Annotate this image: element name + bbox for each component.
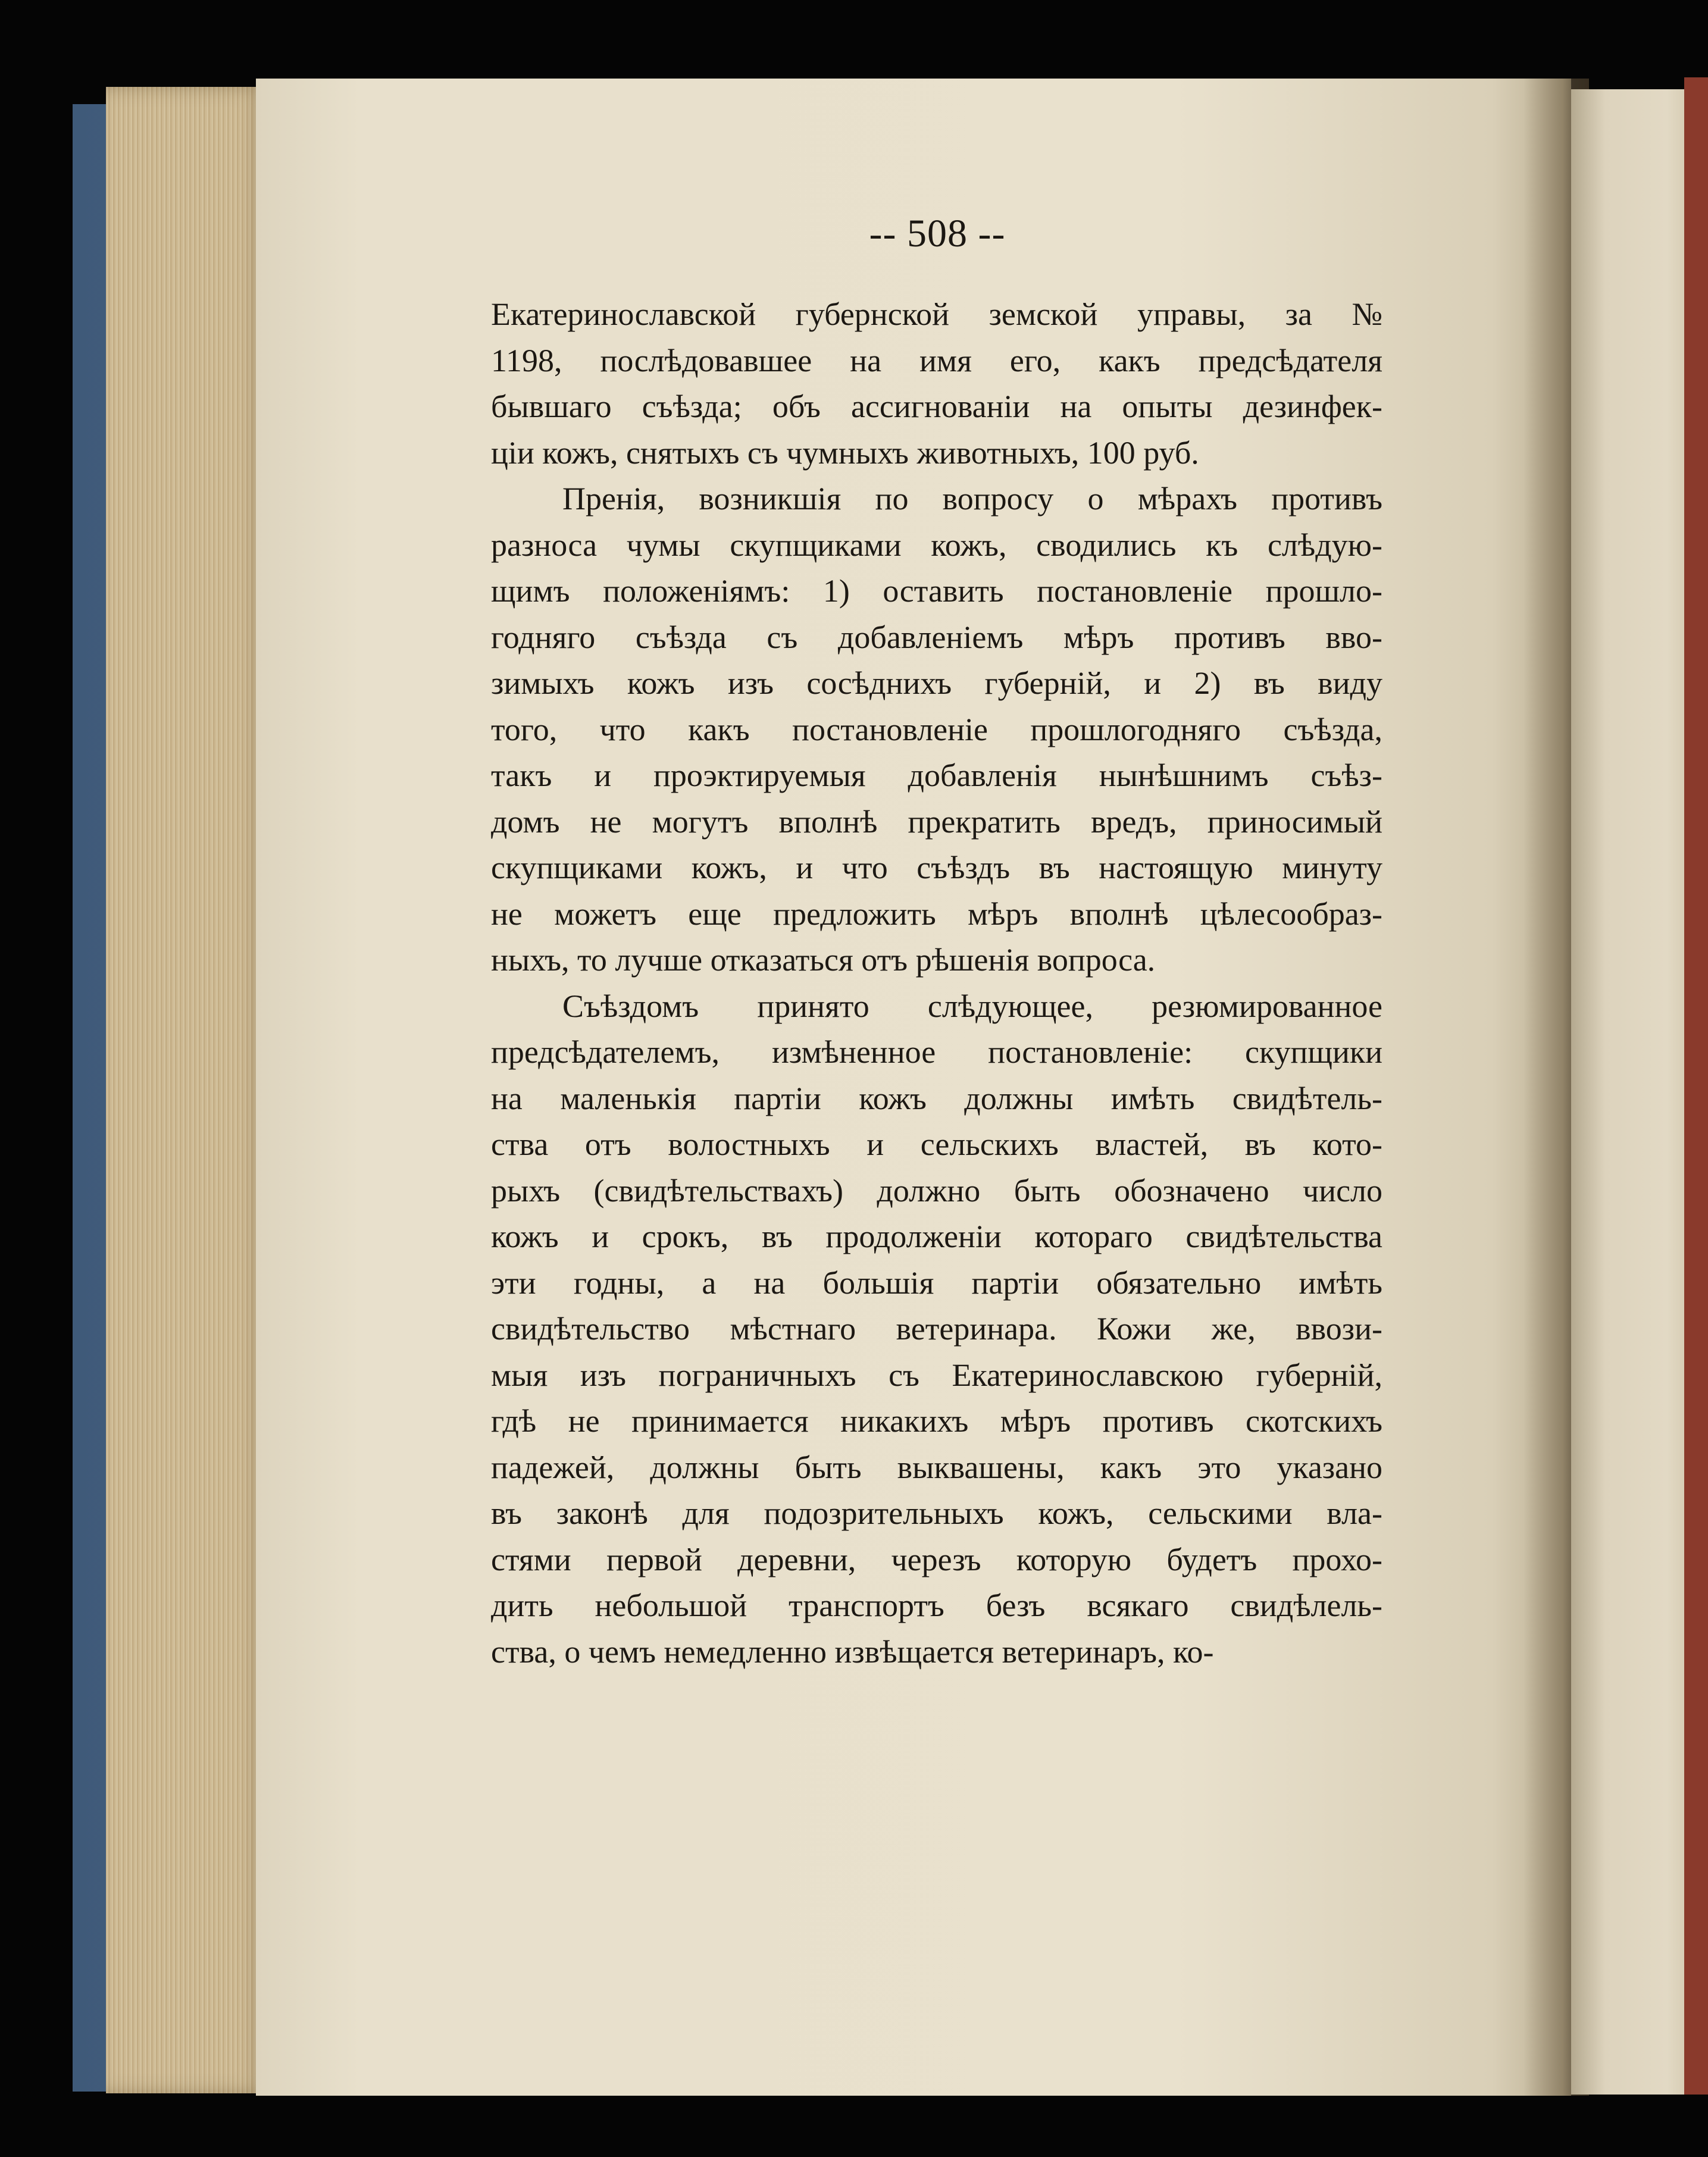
text-line: кожъ и срокъ, въ продолженiи котораго свидѣтельства [491, 1219, 1382, 1254]
text-line: на маленькiя партiи кожъ должны имѣть свидѣтель- [491, 1080, 1382, 1116]
text-line: Съѣздомъ принято слѣдующее, резюмированное [562, 988, 1382, 1024]
red-binding [1684, 77, 1708, 2095]
page-edges [106, 87, 267, 2093]
text-line: свидѣтельство мѣстнаго ветеринара. Кожи же, ввози- [491, 1311, 1382, 1347]
text-line: Екатеринославской губернской земской управы, за № [491, 296, 1382, 332]
text-line: Пренiя, возникшiя по вопросу о мѣрахъ противъ [562, 481, 1382, 516]
text-line: не можетъ еще предложить мѣръ вполнѣ цѣлесообраз- [491, 896, 1382, 932]
text-line: зимыхъ кожъ изъ сосѣднихъ губернiй, и 2) въ виду [491, 665, 1382, 701]
text-line: рыхъ (свидѣтельствахъ) должно быть обозначено число [491, 1172, 1382, 1209]
text-line: предсѣдателемъ, измѣненное постановленiе: скупщики [491, 1034, 1382, 1070]
text-line: ства отъ волостныхъ и сельскихъ властей, въ кото- [491, 1126, 1382, 1162]
text-line: въ законѣ для подозрительныхъ кожъ, сельскими вла- [491, 1495, 1382, 1531]
text-line: цiи кожъ, снятыхъ съ чумныхъ животныхъ, 100 руб. [491, 434, 1199, 471]
text-line: такъ и проэктируемыя добавленiя нынѣшнимъ съѣз- [491, 757, 1382, 793]
text-line: дить небольшой транспортъ безъ всякаго свидѣлель- [491, 1588, 1382, 1623]
text-line: того, что какъ постановленiе прошлогодняго съѣзда, [491, 711, 1382, 747]
text-line: бывшаго съѣзда; объ ассигнованiи на опыты дезинфек- [491, 389, 1382, 424]
body-text [491, 292, 1382, 1675]
text-line: ныхъ, то лучше отказаться отъ рѣшенiя вопроса. [491, 942, 1156, 978]
page-number: -- 508 -- [869, 212, 1006, 255]
text-line: стями первой деревни, черезъ которую будетъ прохо- [491, 1541, 1382, 1577]
text-line: эти годны, а на большiя партiи обязательно имѣть [491, 1264, 1382, 1301]
text-line: щимъ положенiямъ: 1) оставить постановленiе прошло- [491, 573, 1382, 609]
text-line: мыя изъ пограничныхъ съ Екатеринославскою губернiй, [491, 1357, 1382, 1393]
text-line: годняго съѣзда съ добавленiемъ мѣръ противъ вво- [491, 619, 1382, 655]
text-line: разноса чумы скупщиками кожъ, сводились къ слѣдую- [491, 527, 1382, 563]
text-line: скупщиками кожъ, и что съѣздъ въ настоящую минуту [491, 850, 1382, 885]
text-line: падежей, должны быть выквашены, какъ это указано [491, 1449, 1382, 1485]
text-line: гдѣ не принимается никакихъ мѣръ противъ скотскихъ [491, 1403, 1382, 1439]
text-line: 1198, послѣдовавшее на имя его, какъ предсѣдателя [491, 342, 1382, 378]
text-line: домъ не могутъ вполнѣ прекратить вредъ, приносимый [491, 803, 1382, 840]
text-line: ства, о чемъ немедленно извѣщается ветеринаръ, ко- [491, 1633, 1214, 1670]
